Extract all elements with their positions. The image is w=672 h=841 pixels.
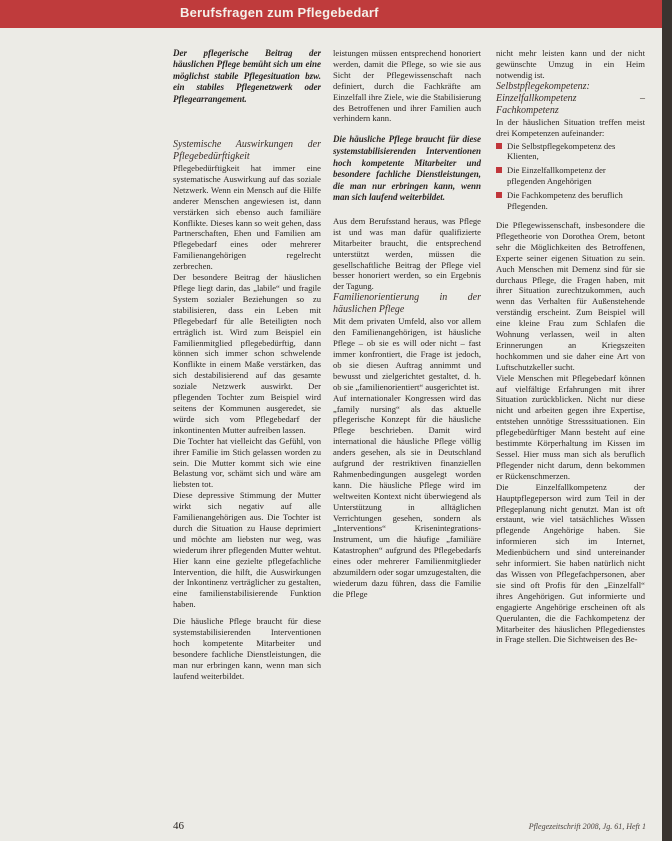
column-1 [173, 48, 321, 682]
binding-gutter [662, 0, 672, 841]
square-bullet-icon [496, 167, 502, 173]
list-item: Die Selbstpflegekompetenz des Klienten, [496, 141, 645, 163]
list-item: Die Fachkompetenz des beruflich Pflegenden. [496, 190, 645, 212]
body-paragraph: Die Einzelfallkompetenz der Hauptpflegeperson wird zum Teil in der Pflegeplanung nicht genutzt. Man ist oft erstaunt, wie viel tatsächliches Wissen pflegende Angehörige haben. Sie informieren sich im Internet, Medienbüchern und sind untereinander sehr informiert. Sie haben natürlich nicht das Wissen von Pflegefachpersonen, aber sie sind oft Profis für den „Einzelfall“ ihres Angehörigen. Gut informierte und engagierte Angehörige erscheinen oft als Querulanten, die die Fachkompetenz der Mitarbeiter des häuslichen Pflegedienstes in Frage stellen. Die Sichtweisen des Be- [496, 481, 645, 645]
journal-reference: Pflegezeitschrift 2008, Jg. 61, Heft 1 [528, 822, 646, 831]
body-paragraph: Auf internationaler Kongressen wird das „family nursing“ als das aktuelle pflegerische Konzept für die häusliche Pflege beschrieben. Damit wird international die häusliche Pflege völlig anders gesehen, als sie in Deutschland aufgrund der restriktiven finanziellen Rahmenbedingungen ausgelegt worden kann. Die häusliche Pflege wird im weltweiten Kontext nicht überwiegend als Unterstützung in alltäglichen Verrichtungen gesehen, sondern als „Interventions“ Krisenintegrations-Instrument, um die häufige „familiäre Katastrophen“ aufgrund des Pflegebedarfs eines oder mehrerer Familienmitglieder abzumildern oder sogar umzugestalten, die wiederum dazu führen, dass die Familie die Pflege [333, 392, 481, 599]
body-paragraph: Die Pflegewissenschaft, insbesondere die Pflegetheorie von Dorothea Orem, betont sehr die Möglichkeiten des Betroffenen, Experte seiner eigenen Situation zu sein. Auch Menschen mit Demenz sind für sie durchaus Pflege, die Fragen haben, mit ihrer Situation zurechtzukommen, auch wenn das Verhalten für Außenstehende verständig erscheint. Zum Beispiel will eine kleine Frau zum Schlafen die Wohnung verlassen, weil in alten Erinnerungen an Kriegszeiten hochkommen und sie daher eine Art von Luftschutzkeller sucht. [496, 219, 645, 372]
body-paragraph: Viele Menschen mit Pflegebedarf können auf vielfältige Erfahrungen mit ihrer Situation zurückblicken. Nicht nur diese nicht und arbeiten gegen ihre Expertise, entstehen unnötige Stresssituationen. Ein pflegebedürftiger Mann besteht auf eine bestimmte Körperhaltung im Kissen im Sessel. Hier muss man sich als beruflich Pflegender nicht darum, denn bekommen er Rückenschmerzen. [496, 372, 645, 481]
body-paragraph: Pflegebedürftigkeit hat immer eine systematische Auswirkung auf das soziale Netzwerk. Wenn ein Mensch auf die Hilfe anderer Menschen angewiesen ist, dann verstärken sich ebenso auch familiäre Konflikte. Dieses kann so weit gehen, dass Partnerschaften, Ehen und Familien am Pflegebedarf eines oder mehrerer Familienangehörigen regelrecht zerbrechen. [173, 163, 321, 272]
body-paragraph: Der besondere Beitrag der häuslichen Pflege liegt darin, das „labile“ und fragile System sozialer Beziehungen so zu stabilisieren, dass ein Leben mit Pflegebedarf für alle Beteiligten noch erträglich ist. Wird zum Beispiel ein Familienmitglied pflegebedürftig, dann können sich immer schon schwelende Konflikte in einem Maße verstärken, das sich destabilisierend auf das gesamte soziale Netzwerk auswirkt. Der pflegenden Tochter zum Beispiel wird seitens der Kommunen ausgeredet, sie würde sich vom Pflegebedarf der inkontinenten Mutter aufreiben lassen. [173, 272, 321, 435]
header-band [0, 0, 662, 28]
subheading-systemic-effects: Systemische Auswirkungen der Pflegebedürftigkeit [173, 139, 321, 163]
body-paragraph: Mit dem privaten Umfeld, also vor allem den Familienangehörigen, ist häusliche Pflege – ob sie es will oder nicht – fast immer konfrontiert, die Frage ist jedoch, ob sie diesen Auftrag annimmt und bewusst und zielgerichtet gestaltet, d. h. ob sie „familienorientiert“ ausgerichtet ist. [333, 316, 481, 392]
square-bullet-icon [496, 192, 502, 198]
body-paragraph: leistungen müssen entsprechend honoriert werden, damit die Pflege, so wie sie aus Sicht der Pflegewissenschaft nach definiert, durch die Fachkräfte am Einzelfall ihre Ziele, wie die Stabilisierung des Betroffenen und ihrer Familien auch verhindern kann. [333, 48, 481, 124]
lead-paragraph: Der pflegerische Beitrag der häuslichen Pflege bemüht sich um eine möglichst stabile Pflegesituation bzw. ein stabiles Pflegenetzwerk oder Pflegearrangement. [173, 48, 321, 104]
subheading-self-care-competence: Selbstpflegekompetenz: Einzelfallkompetenz – Fachkompetenz [496, 80, 645, 116]
competence-list [496, 141, 645, 212]
pull-quote: Die häusliche Pflege braucht für diese systemstabilisierenden Interventionen hoch kompetente Mitarbeiter und besondere fachliche Dienstleistungen, die man nur erbringen kann, wenn man sich laufend weiterbildet. [333, 134, 481, 203]
body-paragraph: nicht mehr leisten kann und der nicht gewünschte Umzug in ein Heim notwendig ist. [496, 48, 645, 80]
body-paragraph: In der häuslichen Situation treffen meist drei Kompetenzen aufeinander: [496, 116, 645, 138]
column-2 [333, 48, 481, 600]
page-number: 46 [173, 820, 184, 832]
body-paragraph: Die häusliche Pflege braucht für diese systemstabilisierenden Interventionen hoch kompetente Mitarbeiter und besondere fachliche Dienstleistungen, die man nur erbringen kann, wenn man sich laufend weiterbildet. [173, 616, 321, 681]
section-title: Berufsfragen zum Pflegebedarf [180, 5, 379, 20]
list-item: Die Einzelfallkompetenz der pflegenden Angehörigen [496, 165, 645, 187]
square-bullet-icon [496, 143, 502, 149]
body-paragraph: Die Tochter hat vielleicht das Gefühl, von ihrer Familie im Stich gelassen worden zu sein. Die Mutter kommt sich wie eine Belastung vor, schämt sich und wäre am liebsten tot. [173, 435, 321, 490]
subheading-family-orientation: Familienorientierung in der häuslichen Pflege [333, 292, 481, 316]
column-3 [496, 48, 645, 645]
body-paragraph: Aus dem Berufsstand heraus, was Pflege ist und was man dafür qualifizierte Mitarbeiter braucht, die entsprechend unterstützt werden, müssen die gesellschaftliche Beitrag der Pflege viel besser honoriert werden, so ein Ergebnis der Tagung. [333, 215, 481, 292]
body-paragraph: Diese depressive Stimmung der Mutter wirkt sich negativ auf alle Familienangehörigen aus. Die Tochter ist durch die Situation zu Hause deprimiert und möchte am liebsten nur weg, was wiederum ihrer pflegenden Mutter wehtut. Hier kann eine gezielte pflegefachliche Intervention, die hilft, die Auswirkungen der Inkontinenz verträglicher zu gestalten, eine familienstabilisierende Funktion haben. [173, 490, 321, 610]
